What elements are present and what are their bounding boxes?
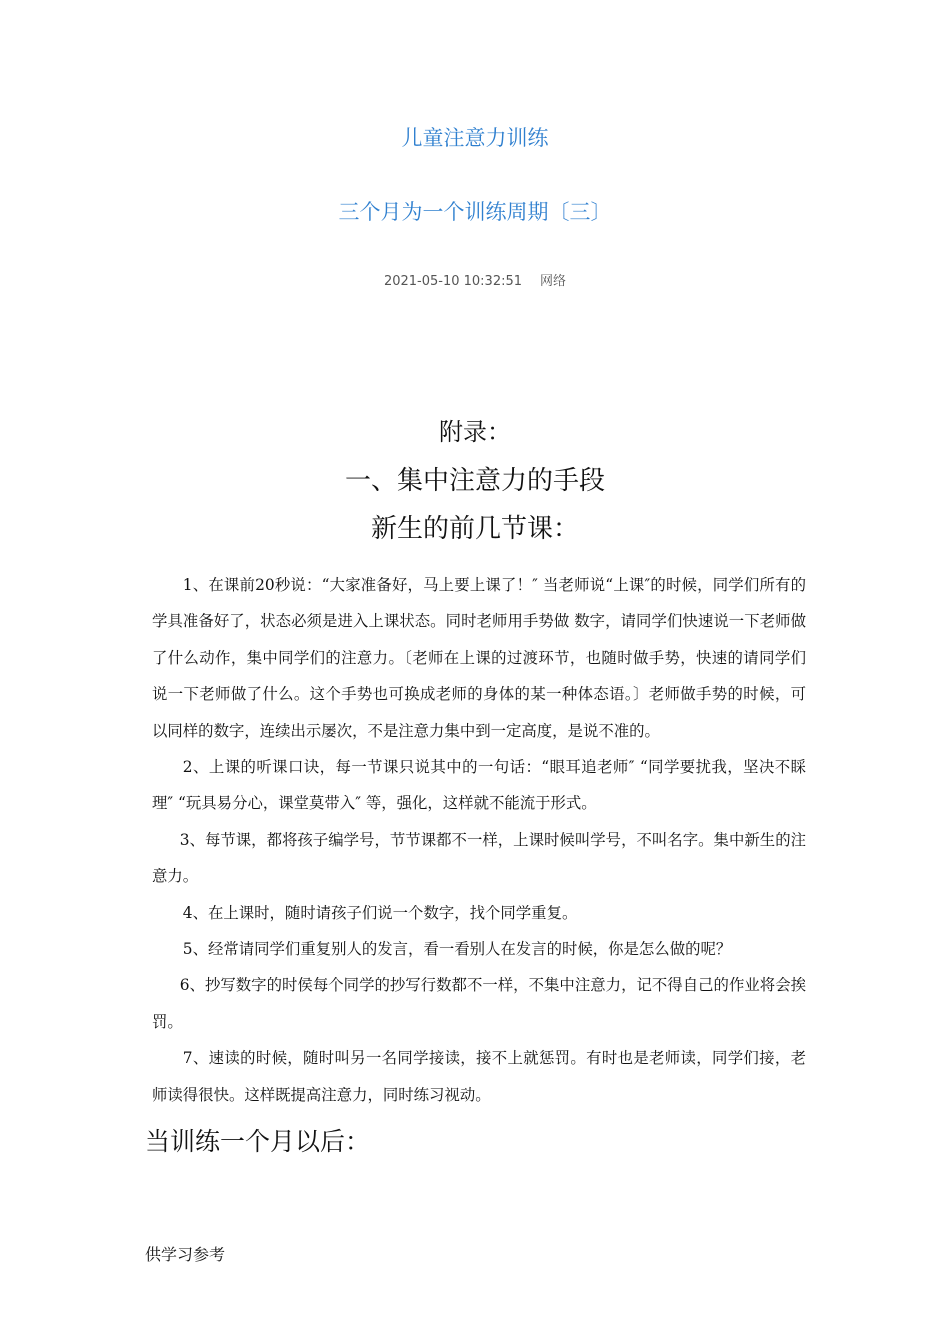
- article-title: 儿童注意力训练: [401, 126, 549, 150]
- paragraph-6: 6、抄写数字的时侯每个同学的抄写行数都不一样，不集中注意力，记不得自己的作业将会挨罚。: [152, 976, 806, 1031]
- page-footer: 供学习参考: [145, 1245, 226, 1264]
- section-heading: 一、集中注意力的手段: [344, 466, 605, 496]
- body-text: [152, 567, 806, 1113]
- subsection-heading: 新生的前几节课：: [370, 514, 579, 544]
- appendix-heading: 附录：: [439, 418, 511, 446]
- paragraph-2: 2、上课的听课口诀，每一节课只说其中的一句话：“眼耳追老师″ “同学要扰我，坚决不睬理″ “玩具易分心，课堂莫带入″ 等，强化，这样就不能流于形式。: [152, 758, 806, 813]
- paragraph-1: 1、在课前20秒说：“大家准备好，马上要上课了！″ 当老师说“上课″的时候，同学们所有的学具准备好了，状态必须是进入上课状态。同时老师用手势做 数字，请同学们快速说一下老师做了什么动作，集中同学们的注意力。〔老师在上课的过渡环节，也随时做手势，快速的请同学们说一下老师做了什么。这个手势也可换成老师的身体的某一种体态语。〕老师做手势的时候，可以同样的数字，连续出示屡次，不是注意力集中到一定高度，是说不准的。: [152, 576, 806, 740]
- paragraph-3: 3、每节课，都将孩子编学号，节节课都不一样，上课时候叫学号，不叫名字。集中新生的注意力。: [152, 830, 806, 886]
- article-source: 网络: [540, 274, 567, 289]
- paragraph-5: 5、经常请同学们重复别人的发言，看一看别人在发言的时候，你是怎么做的呢？: [182, 940, 732, 959]
- article-meta: [0, 270, 950, 289]
- article-subtitle: 三个月为一个训练周期〔三〕: [338, 200, 612, 224]
- paragraph-4: 4、在上课时，随时请孩子们说一个数字，找个同学重复。: [182, 903, 578, 922]
- after-training-heading: 当训练一个月以后：: [145, 1127, 371, 1156]
- paragraph-7: 7、速读的时候，随时叫另一名同学接读，接不上就惩罚。有时也是老师读，同学们接，老师读得很快。这样既提高注意力，同时练习视动。: [152, 1049, 806, 1104]
- publish-datetime: 2021-05-10 10:32:51: [383, 274, 523, 289]
